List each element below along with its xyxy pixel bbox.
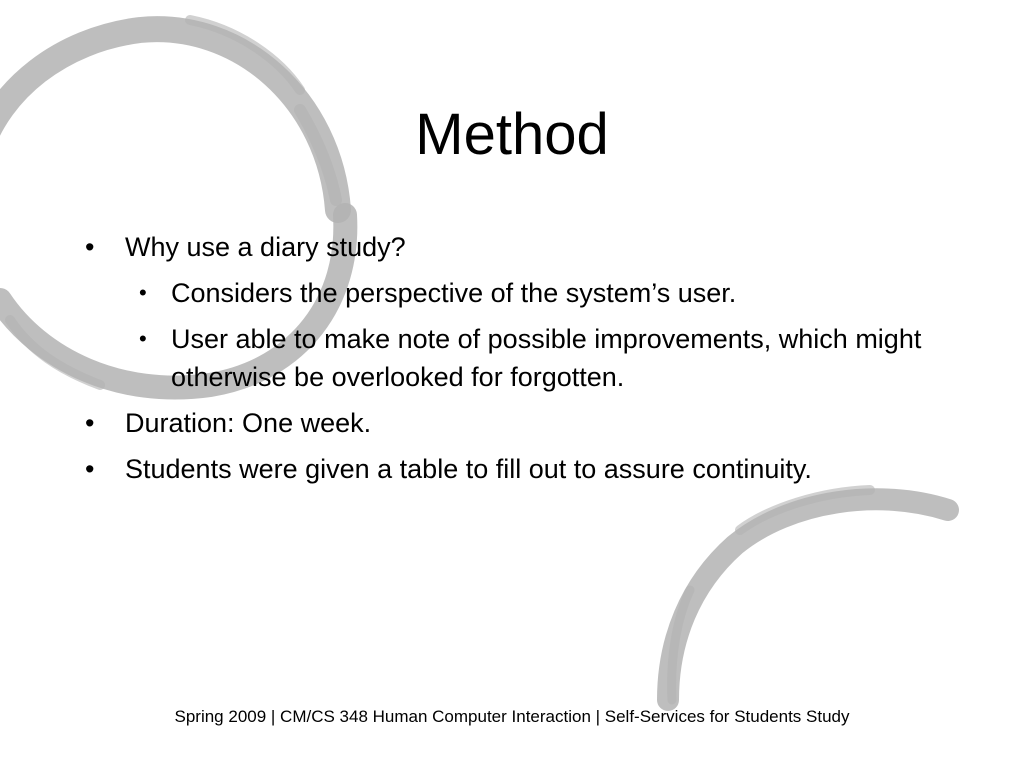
bullet-item: [85, 228, 965, 396]
sub-bullet-text: Considers the perspective of the system’s user.: [171, 278, 737, 308]
bullet-text: Why use a diary study?: [125, 232, 406, 262]
slide-title: Method: [415, 102, 609, 167]
sub-bullet-dot: •: [139, 326, 147, 351]
sub-bullet-item: [125, 320, 965, 396]
bullet-dot: •: [85, 408, 95, 438]
bullet-dot: •: [85, 232, 95, 262]
slide-footer: Spring 2009 | CM/CS 348 Human Computer Interaction | Self-Services for Students Study: [174, 707, 850, 726]
bullet-list: [85, 228, 965, 496]
sub-bullet-dot: •: [139, 280, 147, 305]
bullet-text: Students were given a table to fill out to assure continuity.: [125, 454, 812, 484]
sub-bullet-list: [125, 274, 965, 396]
bullet-dot: •: [85, 454, 95, 484]
bullet-item: [85, 450, 965, 488]
bullet-item: [85, 404, 965, 442]
sub-bullet-item: [125, 274, 965, 312]
sub-bullet-text: User able to make note of possible improvements, which might otherwise be overlooked for forgotten.: [171, 324, 922, 392]
bullet-text: Duration: One week.: [125, 408, 372, 438]
